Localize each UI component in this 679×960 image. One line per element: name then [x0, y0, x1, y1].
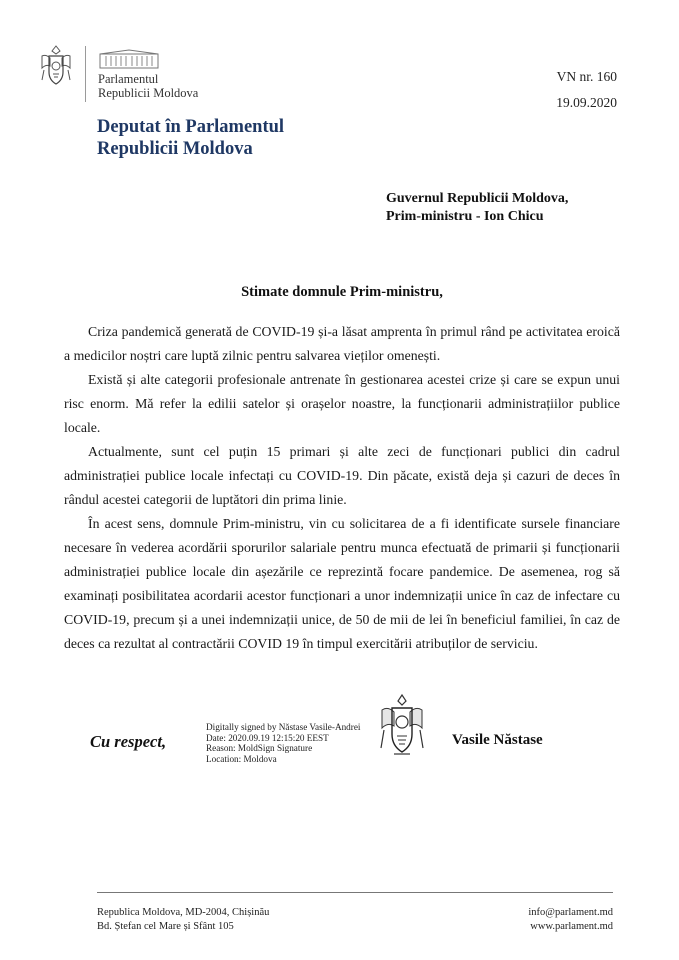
- paragraph-2: Există și alte categorii profesionale antrenate în gestionarea acestei crize și care se expun unui risc enorm. Mă refer la edilii satelor și orașelor noastre, la funcționarii administrațiilor publice locale.: [64, 372, 620, 435]
- digital-signature-line: Location: Moldova: [206, 753, 277, 764]
- footer-divider: [97, 892, 613, 893]
- footer-address-line-2: Bd. Ștefan cel Mare și Sfânt 105: [97, 921, 234, 932]
- sender-line-2: Republicii Moldova: [97, 139, 253, 159]
- digital-signature-line: Reason: MoldSign Signature: [206, 743, 313, 753]
- digital-signature-info: [206, 722, 360, 764]
- recipient-line-2: Prim-ministru - Ion Chicu: [386, 209, 544, 224]
- institution-line-1: Parlamentul: [98, 72, 159, 86]
- institution-line-2: Republicii Moldova: [98, 86, 199, 100]
- footer-website: www.parlament.md: [530, 921, 613, 932]
- salutation: Stimate domnule Prim-ministru,: [241, 284, 443, 300]
- footer-contacts: [528, 906, 613, 934]
- document-reference: [556, 64, 617, 116]
- signature-block: [0, 690, 679, 770]
- moldova-coat-of-arms-icon: [38, 44, 74, 90]
- state-seal-icon: [376, 692, 428, 764]
- footer-email: info@parlament.md: [528, 907, 613, 918]
- reference-date: 19.09.2020: [556, 95, 617, 110]
- reference-number: VN nr. 160: [556, 69, 617, 84]
- footer-address-line-1: Republica Moldova, MD-2004, Chișinău: [97, 907, 270, 918]
- recipient-line-1: Guvernul Republicii Moldova,: [386, 191, 569, 206]
- letterhead-divider: [85, 46, 86, 102]
- sender-title: [97, 116, 284, 160]
- digital-signature-line: Digitally signed by Năstase Vasile-Andrei: [206, 722, 361, 732]
- digital-signature-line: Date: 2020.09.19 12:15:20 EEST: [206, 732, 329, 743]
- institution-name: [98, 72, 258, 100]
- recipient-block: [386, 190, 568, 226]
- paragraph-1: Criza pandemică generată de COVID-19 și-a lăsat amprenta în primul rând pe activitatea eroică a medicilor noștri care luptă zilnic pentru salvarea vieților omenești.: [64, 324, 620, 363]
- paragraph-3: Actualmente, sunt cel puțin 15 primari și alte zeci de funcționari publici din cadrul administrației publice locale infectați cu COVID-19. Din păcate, există deja și cazuri de deces în rândul acestei categorii de luptători din prima linie.: [64, 444, 620, 507]
- closing-respect: Cu respect,: [90, 732, 167, 751]
- sender-line-1: Deputat în Parlamentul: [97, 117, 285, 137]
- letter-body: [64, 320, 620, 656]
- signer-name: Vasile Năstase: [452, 732, 543, 748]
- paragraph-4: În acest sens, domnule Prim-ministru, vin cu solicitarea de a fi identificate sursele financiare necesare în vederea acordării sporurilor salariale pentru munca efectuată de primarii și funcționarii administrației publice locale din așezările ce reprezintă focare pandemice. De asemenea, rog să examinați posibilitatea acordarii acestor funcționari a unor indemnizații unice în caz de infectare cu COVID-19, precum și a unei indemnizații unice, de 50 de mii de lei în beneficiul familiei, în caz de deces ca rezultat al contractării COVID 19 în timpul exercitării atribuților de serviciu.: [64, 516, 620, 651]
- footer-address: [97, 906, 269, 934]
- parliament-building-icon: [98, 48, 160, 70]
